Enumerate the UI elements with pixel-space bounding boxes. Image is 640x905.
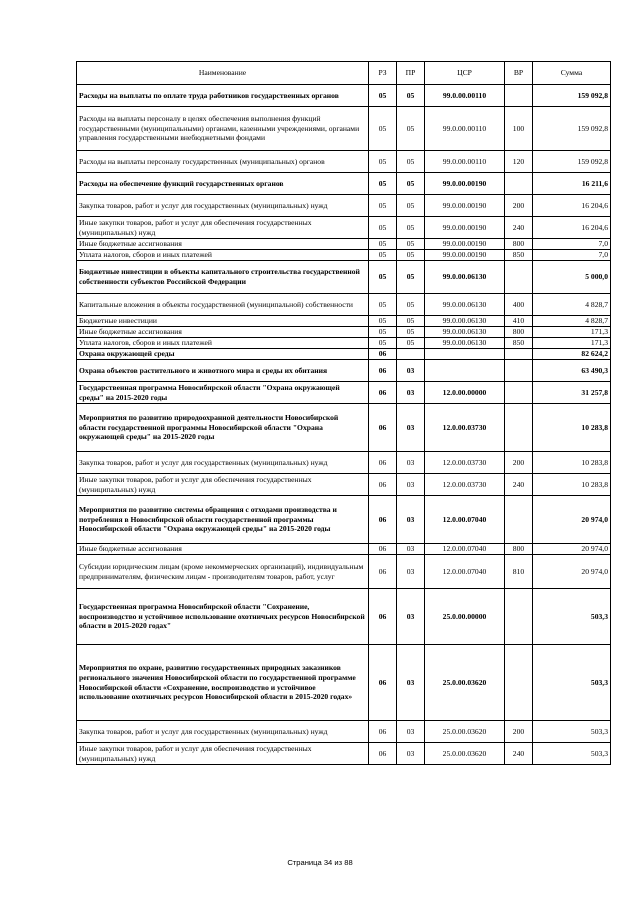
- row-vr-cell: [505, 382, 533, 404]
- row-csr-cell: 99.0.00.00190: [425, 239, 505, 250]
- row-sum-cell: 20 974,0: [533, 555, 611, 589]
- row-rz-cell: 05: [369, 316, 397, 327]
- row-vr-cell: 120: [505, 151, 533, 173]
- row-csr-cell: 99.0.00.06130: [425, 327, 505, 338]
- row-pr-cell: 03: [397, 496, 425, 544]
- row-csr-cell: 99.0.00.06130: [425, 294, 505, 316]
- row-name-cell: Закупка товаров, работ и услуг для государственных (муниципальных) нужд: [77, 195, 369, 217]
- row-name-cell: Расходы на выплаты по оплате труда работников государственных органов: [77, 85, 369, 107]
- row-csr-cell: 12.0.00.07040: [425, 496, 505, 544]
- row-name-cell: Иные закупки товаров, работ и услуг для обеспечения государственных (муниципальных) нужд: [77, 217, 369, 239]
- row-csr-cell: 25.0.00.00000: [425, 589, 505, 645]
- table-row: [77, 452, 611, 474]
- table-row: [77, 404, 611, 452]
- row-rz-cell: 06: [369, 474, 397, 496]
- row-pr-cell: 05: [397, 217, 425, 239]
- table-row: [77, 151, 611, 173]
- row-name-cell: Охрана объектов растительного и животного мира и среды их обитания: [77, 360, 369, 382]
- header-vr: ВР: [505, 62, 533, 85]
- row-name-cell: Расходы на обеспечение функций государственных органов: [77, 173, 369, 195]
- row-sum-cell: 4 828,7: [533, 294, 611, 316]
- row-name-cell: Иные бюджетные ассигнования: [77, 544, 369, 555]
- row-name-cell: Охрана окружающей среды: [77, 349, 369, 360]
- table-row: [77, 721, 611, 743]
- row-sum-cell: 20 974,0: [533, 544, 611, 555]
- row-vr-cell: 200: [505, 452, 533, 474]
- row-sum-cell: 10 283,8: [533, 474, 611, 496]
- row-csr-cell: 99.0.00.06130: [425, 261, 505, 294]
- row-sum-cell: 16 211,6: [533, 173, 611, 195]
- row-pr-cell: 03: [397, 474, 425, 496]
- row-vr-cell: 400: [505, 294, 533, 316]
- row-rz-cell: 05: [369, 195, 397, 217]
- row-csr-cell: 99.0.00.00190: [425, 195, 505, 217]
- row-pr-cell: 03: [397, 555, 425, 589]
- row-rz-cell: 05: [369, 294, 397, 316]
- row-sum-cell: 82 624,2: [533, 349, 611, 360]
- row-name-cell: Закупка товаров, работ и услуг для государственных (муниципальных) нужд: [77, 452, 369, 474]
- table-body: [77, 85, 611, 765]
- row-csr-cell: [425, 349, 505, 360]
- row-rz-cell: 05: [369, 173, 397, 195]
- row-vr-cell: 850: [505, 338, 533, 349]
- row-pr-cell: 05: [397, 338, 425, 349]
- row-name-cell: Мероприятия по охране, развитию государственных природных заказников регионального значения Новосибирской области по государственной программе Новосибирской области «Сохранение, воспроизводство и устойчивое использование охотничьих ресурсов Новосибирской области в 2015-2020 годах»: [77, 645, 369, 721]
- row-csr-cell: 99.0.00.06130: [425, 338, 505, 349]
- row-pr-cell: 05: [397, 107, 425, 151]
- row-sum-cell: 20 974,0: [533, 496, 611, 544]
- row-pr-cell: 05: [397, 261, 425, 294]
- row-vr-cell: 810: [505, 555, 533, 589]
- row-name-cell: Бюджетные инвестиции: [77, 316, 369, 327]
- row-sum-cell: 63 490,3: [533, 360, 611, 382]
- table-row: [77, 195, 611, 217]
- table-row: [77, 316, 611, 327]
- row-csr-cell: 99.0.00.00190: [425, 173, 505, 195]
- header-sum: Сумма: [533, 62, 611, 85]
- row-vr-cell: 100: [505, 107, 533, 151]
- table-row: [77, 294, 611, 316]
- row-rz-cell: 05: [369, 217, 397, 239]
- row-pr-cell: 05: [397, 327, 425, 338]
- row-pr-cell: [397, 349, 425, 360]
- row-name-cell: Бюджетные инвестиции в объекты капитального строительства государственной собственности субъектов Российской Федерации: [77, 261, 369, 294]
- row-sum-cell: 503,3: [533, 589, 611, 645]
- row-vr-cell: 800: [505, 327, 533, 338]
- row-sum-cell: 171,3: [533, 338, 611, 349]
- row-name-cell: Государственная программа Новосибирской области "Охрана окружающей среды" на 2015-2020 годы: [77, 382, 369, 404]
- row-sum-cell: 10 283,8: [533, 452, 611, 474]
- row-name-cell: Иные закупки товаров, работ и услуг для обеспечения государственных (муниципальных) нужд: [77, 743, 369, 765]
- row-rz-cell: 06: [369, 349, 397, 360]
- row-csr-cell: 12.0.00.03730: [425, 404, 505, 452]
- row-sum-cell: 7,0: [533, 239, 611, 250]
- table-row: [77, 107, 611, 151]
- row-rz-cell: 05: [369, 338, 397, 349]
- table-row: [77, 250, 611, 261]
- table-row: [77, 173, 611, 195]
- row-csr-cell: 12.0.00.07040: [425, 555, 505, 589]
- row-rz-cell: 05: [369, 250, 397, 261]
- row-sum-cell: 503,3: [533, 743, 611, 765]
- row-csr-cell: 99.0.00.00190: [425, 217, 505, 239]
- header-name: Наименование: [77, 62, 369, 85]
- row-rz-cell: 05: [369, 327, 397, 338]
- row-csr-cell: 25.0.00.03620: [425, 645, 505, 721]
- row-name-cell: Иные бюджетные ассигнования: [77, 239, 369, 250]
- row-rz-cell: 05: [369, 85, 397, 107]
- row-name-cell: Мероприятия по развитию системы обращения с отходами производства и потребления в Новосибирской области государственной программы Новосибирской области "Охрана окружающей среды" на 2015-2020 годы: [77, 496, 369, 544]
- table-row: [77, 645, 611, 721]
- row-sum-cell: 10 283,8: [533, 404, 611, 452]
- row-sum-cell: 5 000,0: [533, 261, 611, 294]
- table-row: [77, 743, 611, 765]
- row-rz-cell: 06: [369, 544, 397, 555]
- row-sum-cell: 159 092,8: [533, 85, 611, 107]
- table-row: [77, 589, 611, 645]
- row-csr-cell: 12.0.00.03730: [425, 474, 505, 496]
- row-pr-cell: 03: [397, 452, 425, 474]
- row-pr-cell: 03: [397, 743, 425, 765]
- row-pr-cell: 05: [397, 250, 425, 261]
- row-rz-cell: 06: [369, 360, 397, 382]
- row-pr-cell: 03: [397, 544, 425, 555]
- row-rz-cell: 05: [369, 107, 397, 151]
- row-name-cell: Мероприятия по развитию природоохранной деятельности Новосибирской области государственной программы Новосибирской области "Охрана окружающей среды" на 2015-2020 годы: [77, 404, 369, 452]
- row-rz-cell: 05: [369, 151, 397, 173]
- table-row: [77, 327, 611, 338]
- row-csr-cell: 99.0.00.06130: [425, 316, 505, 327]
- row-pr-cell: 03: [397, 589, 425, 645]
- table-row: [77, 496, 611, 544]
- row-sum-cell: 16 204,6: [533, 217, 611, 239]
- row-sum-cell: 4 828,7: [533, 316, 611, 327]
- row-name-cell: Субсидии юридическим лицам (кроме некоммерческих организаций), индивидуальным предпринимателям, физическим лицам - производителям товаров, работ, услуг: [77, 555, 369, 589]
- row-vr-cell: [505, 261, 533, 294]
- row-sum-cell: 503,3: [533, 721, 611, 743]
- table-row: [77, 217, 611, 239]
- header-pr: ПР: [397, 62, 425, 85]
- row-vr-cell: [505, 173, 533, 195]
- row-rz-cell: 06: [369, 589, 397, 645]
- row-pr-cell: 05: [397, 151, 425, 173]
- row-pr-cell: 03: [397, 382, 425, 404]
- row-pr-cell: 03: [397, 645, 425, 721]
- row-rz-cell: 05: [369, 261, 397, 294]
- row-csr-cell: [425, 360, 505, 382]
- row-vr-cell: [505, 496, 533, 544]
- row-sum-cell: 159 092,8: [533, 107, 611, 151]
- row-name-cell: Государственная программа Новосибирской области "Сохранение, воспроизводство и устойчивое использование охотничьих ресурсов Новосибирской области в 2015-2020 годах": [77, 589, 369, 645]
- header-csr: ЦСР: [425, 62, 505, 85]
- row-rz-cell: 06: [369, 743, 397, 765]
- row-sum-cell: 31 257,8: [533, 382, 611, 404]
- row-name-cell: Уплата налогов, сборов и иных платежей: [77, 338, 369, 349]
- row-pr-cell: 03: [397, 360, 425, 382]
- budget-table: [76, 61, 611, 765]
- row-name-cell: Капитальные вложения в объекты государственной (муниципальной) собственности: [77, 294, 369, 316]
- row-pr-cell: 03: [397, 404, 425, 452]
- table-row: [77, 85, 611, 107]
- row-rz-cell: 06: [369, 555, 397, 589]
- row-pr-cell: 05: [397, 294, 425, 316]
- table-row: [77, 338, 611, 349]
- row-vr-cell: [505, 404, 533, 452]
- table-row: [77, 474, 611, 496]
- row-pr-cell: 05: [397, 316, 425, 327]
- row-rz-cell: 06: [369, 452, 397, 474]
- row-pr-cell: 05: [397, 239, 425, 250]
- row-rz-cell: 05: [369, 239, 397, 250]
- table-row: [77, 382, 611, 404]
- row-vr-cell: 800: [505, 239, 533, 250]
- row-name-cell: Закупка товаров, работ и услуг для государственных (муниципальных) нужд: [77, 721, 369, 743]
- row-vr-cell: 410: [505, 316, 533, 327]
- row-rz-cell: 06: [369, 496, 397, 544]
- row-name-cell: Иные бюджетные ассигнования: [77, 327, 369, 338]
- row-csr-cell: 25.0.00.03620: [425, 721, 505, 743]
- row-sum-cell: 503,3: [533, 645, 611, 721]
- row-vr-cell: 850: [505, 250, 533, 261]
- row-rz-cell: 06: [369, 382, 397, 404]
- page-footer: Страница 34 из 88: [287, 858, 353, 867]
- row-name-cell: Иные закупки товаров, работ и услуг для обеспечения государственных (муниципальных) нужд: [77, 474, 369, 496]
- header-rz: РЗ: [369, 62, 397, 85]
- row-rz-cell: 06: [369, 721, 397, 743]
- row-vr-cell: [505, 360, 533, 382]
- row-sum-cell: 7,0: [533, 250, 611, 261]
- row-name-cell: Уплата налогов, сборов и иных платежей: [77, 250, 369, 261]
- row-pr-cell: 05: [397, 173, 425, 195]
- row-vr-cell: 240: [505, 474, 533, 496]
- row-vr-cell: 800: [505, 544, 533, 555]
- row-vr-cell: 240: [505, 743, 533, 765]
- row-vr-cell: 240: [505, 217, 533, 239]
- table-header-row: [77, 62, 611, 85]
- row-vr-cell: [505, 349, 533, 360]
- row-vr-cell: 200: [505, 721, 533, 743]
- row-vr-cell: 200: [505, 195, 533, 217]
- row-sum-cell: 159 092,8: [533, 151, 611, 173]
- row-sum-cell: 16 204,6: [533, 195, 611, 217]
- row-csr-cell: 25.0.00.03620: [425, 743, 505, 765]
- row-name-cell: Расходы на выплаты персоналу государственных (муниципальных) органов: [77, 151, 369, 173]
- row-csr-cell: 99.0.00.00110: [425, 107, 505, 151]
- row-pr-cell: 05: [397, 195, 425, 217]
- row-rz-cell: 06: [369, 645, 397, 721]
- row-csr-cell: 12.0.00.07040: [425, 544, 505, 555]
- table-row: [77, 544, 611, 555]
- table-row: [77, 261, 611, 294]
- row-vr-cell: [505, 645, 533, 721]
- row-sum-cell: 171,3: [533, 327, 611, 338]
- row-csr-cell: 12.0.00.03730: [425, 452, 505, 474]
- row-pr-cell: 05: [397, 85, 425, 107]
- row-name-cell: Расходы на выплаты персоналу в целях обеспечения выполнения функций государственными (муниципальными) органами, казенными учреждениями, органами управления государственными внебюджетными фондами: [77, 107, 369, 151]
- table-row: [77, 349, 611, 360]
- row-csr-cell: 99.0.00.00110: [425, 151, 505, 173]
- row-pr-cell: 03: [397, 721, 425, 743]
- row-vr-cell: [505, 589, 533, 645]
- row-csr-cell: 99.0.00.00190: [425, 250, 505, 261]
- table-row: [77, 555, 611, 589]
- row-csr-cell: 99.0.00.00110: [425, 85, 505, 107]
- table-row: [77, 360, 611, 382]
- row-rz-cell: 06: [369, 404, 397, 452]
- table-row: [77, 239, 611, 250]
- row-vr-cell: [505, 85, 533, 107]
- row-csr-cell: 12.0.00.00000: [425, 382, 505, 404]
